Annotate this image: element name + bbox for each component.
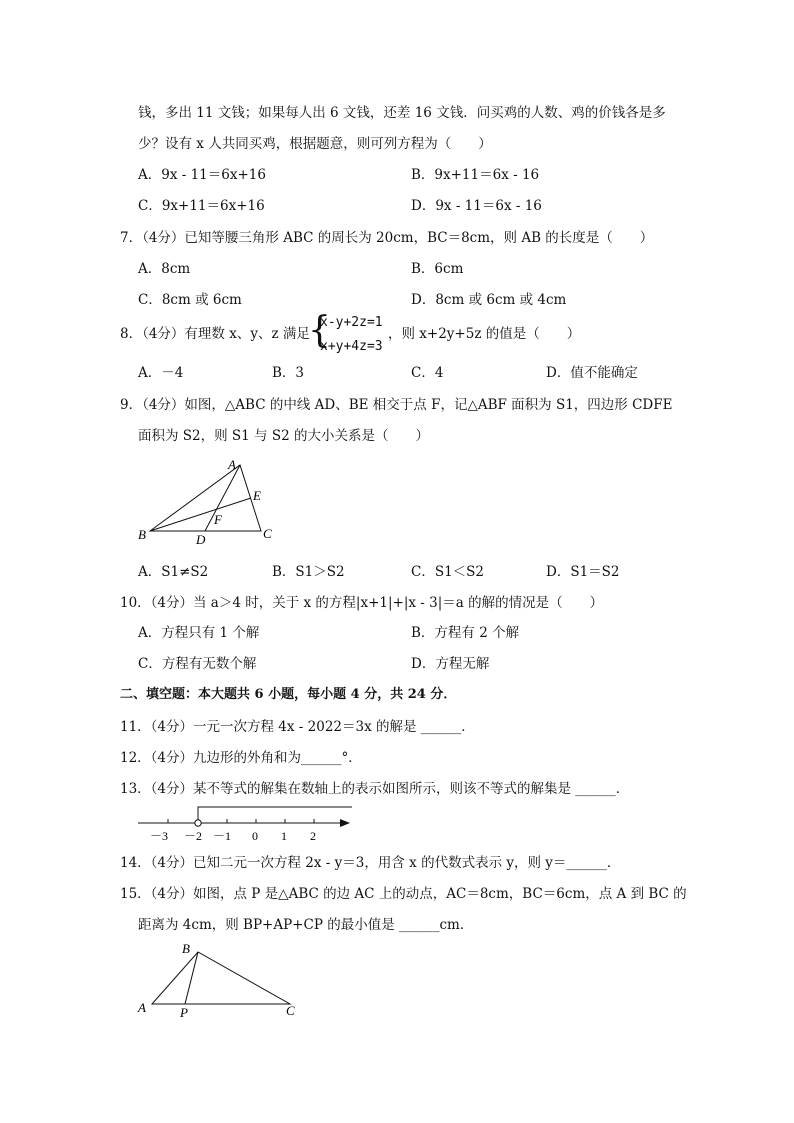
tick-1: 1 <box>281 829 287 843</box>
q15-line2: 距离为 4cm，则 BP+AP+CP 的最小值是 ______cm． <box>138 917 474 933</box>
q8-option-c[interactable]: C．4 <box>411 365 444 381</box>
q6-line2: 少？设有 x 人共同买鸡，根据题意，则可列方程为（ ） <box>138 136 492 152</box>
open-circle-marker <box>195 820 201 826</box>
tick-2: 2 <box>310 829 316 843</box>
q7-option-c[interactable]: C．8cm 或 6cm <box>138 292 242 308</box>
q8-eq2: x+y+4z=3 <box>320 339 383 354</box>
label-a: A <box>138 1000 146 1015</box>
label-e: E <box>253 488 261 503</box>
q6-option-d[interactable]: D．9x - 11＝6x - 16 <box>411 198 542 214</box>
q13-number-line <box>130 800 360 848</box>
q10-option-c[interactable]: C．方程有无数个解 <box>138 656 257 672</box>
label-b: B <box>138 527 146 542</box>
q10-option-b[interactable]: B．方程有 2 个解 <box>411 625 520 641</box>
q9-option-c[interactable]: C．S1＜S2 <box>411 564 485 580</box>
q7-option-b[interactable]: B．6cm <box>411 261 464 277</box>
median-ad <box>205 465 240 531</box>
label-c: C <box>286 1003 295 1018</box>
q6-option-b[interactable]: B．9x+11＝6x - 16 <box>411 167 540 183</box>
q9-option-a[interactable]: A．S1≠S2 <box>138 564 209 580</box>
q8-eq1: x-y+2z=1 <box>320 315 383 330</box>
q10-option-a[interactable]: A．方程只有 1 个解 <box>138 625 260 641</box>
label-c: C <box>263 526 272 541</box>
tick-neg3: －3 <box>150 829 169 843</box>
q9-option-d[interactable]: D．S1＝S2 <box>546 564 620 580</box>
q9-triangle-figure <box>130 452 290 552</box>
q14-stem: 14．（4分）已知二元一次方程 2x - y＝3，用含 x 的代数式表示 y，则 y＝______． <box>120 855 621 871</box>
q8-option-d[interactable]: D．值不能确定 <box>546 365 638 381</box>
q6-option-a[interactable]: A．9x - 11＝6x+16 <box>138 167 266 183</box>
label-a: A <box>228 457 236 472</box>
q13-stem: 13．（4分）某不等式的解集在数轴上的表示如图所示，则该不等式的解集是 ______． <box>120 781 630 797</box>
solution-ray <box>198 807 352 823</box>
triangle-abc <box>152 952 290 1004</box>
axis-arrow-icon <box>340 819 350 827</box>
label-d: D <box>196 532 206 547</box>
q9-line1: 9．（4分）如图，△ABC 的中线 AD、BE 相交于点 F，记△ABF 面积为 S1，四边形 CDFE <box>120 397 673 413</box>
q8-option-a[interactable]: A．－4 <box>138 365 184 381</box>
q9-line2: 面积为 S2，则 S1 与 S2 的大小关系是（ ） <box>138 428 429 444</box>
q7-option-d[interactable]: D．8cm 或 6cm 或 4cm <box>411 292 567 308</box>
q8-stem-pre: 8．（4分）有理数 x、y、z 满足 <box>120 326 310 342</box>
tick-neg1: －1 <box>213 829 232 843</box>
q6-option-c[interactable]: C．9x+11＝6x+16 <box>138 198 265 214</box>
q8-option-b[interactable]: B．3 <box>272 365 305 381</box>
q8-stem-post: ，则 x+2y+5z 的值是（ ） <box>388 326 581 342</box>
q15-triangle-figure <box>130 938 310 1018</box>
q15-line1: 15．（4分）如图，点 P 是△ABC 的边 AC 上的动点，AC＝8cm，BC＝6cm，点 A 到 BC 的 <box>120 886 687 902</box>
label-f: F <box>214 512 222 527</box>
q7-stem: 7．（4分）已知等腰三角形 ABC 的周长为 20cm，BC＝8cm，则 AB 的长度是（ ） <box>120 230 654 246</box>
tick-neg2: －2 <box>184 829 203 843</box>
label-b: B <box>182 941 190 956</box>
q8-brace: { <box>308 310 331 351</box>
q11-stem: 11．（4分）一元一次方程 4x - 2022＝3x 的解是 ______． <box>120 719 475 735</box>
triangle-abc <box>150 465 261 531</box>
q9-option-b[interactable]: B．S1＞S2 <box>272 564 345 580</box>
q10-option-d[interactable]: D．方程无解 <box>411 656 490 672</box>
tick-0: 0 <box>252 829 258 843</box>
q10-stem: 10．（4分）当 a＞4 时，关于 x 的方程|x+1|+|x - 3|＝a 的解的情况是（ ） <box>120 595 604 611</box>
q6-line1: 钱，多出 11 文钱；如果每人出 6 文钱，还差 16 文钱．问买鸡的人数、鸡的价钱各是多 <box>138 105 666 121</box>
q12-stem: 12．（4分）九边形的外角和为______°． <box>120 750 362 766</box>
label-p: P <box>180 1005 188 1018</box>
section-fill-in-heading: 二、填空题：本大题共 6 小题，每小题 4 分，共 24 分． <box>120 687 457 702</box>
q7-option-a[interactable]: A．8cm <box>138 261 191 277</box>
median-be <box>150 498 251 531</box>
